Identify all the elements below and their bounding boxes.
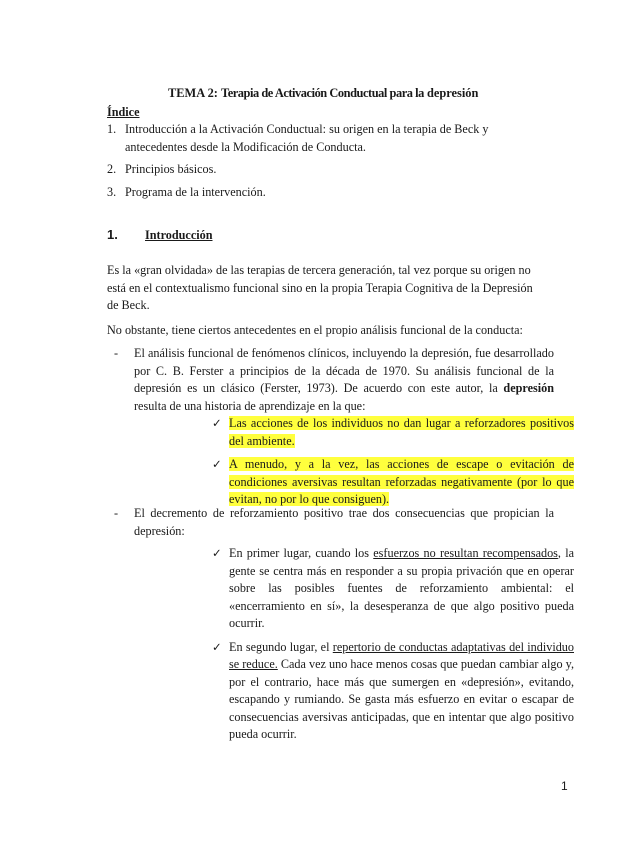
toc-text: Programa de la intervención. [125, 184, 266, 199]
check-text-end: Cada vez uno hace menos cosas que puedan cambiar algo y, por el contrario, hace más que sumergen en «depresión», evitando, escapando y rumiando. Se gasta más esfuerzo en evitar o escapar de consecuencias aversivas anticipadas, que en intentar que algo positivo pueda ocurrir. [229, 657, 574, 741]
toc-text: Principios básicos. [125, 162, 217, 176]
bullet-text: El decremento de reforzamiento positivo trae dos consecuencias que propician la depresión: [134, 506, 554, 538]
title-suffix: depresión [423, 86, 479, 100]
bullet-text-end: resulta de una historia de aprendizaje en la que: [134, 398, 366, 413]
checkmark-icon: ✓ [212, 546, 222, 560]
bullet-dash: - [114, 346, 119, 360]
highlighted-text: A menudo, y a la vez, las acciones de escape o evitación de condiciones aversivas resultan reforzadas negativamente (por lo que evitan, no por lo que consiguen). [229, 457, 574, 506]
toc-number: 1. [107, 122, 117, 136]
table-of-contents [107, 121, 527, 206]
bold-term-depresion: depresión [503, 381, 554, 395]
toc-item-2 [107, 161, 527, 179]
bullet-dash: - [114, 506, 119, 520]
check-item [212, 456, 574, 509]
section-heading [107, 226, 213, 245]
check-text [229, 545, 574, 633]
checklist-consequences [212, 545, 574, 744]
bullet-item-1 [114, 345, 554, 415]
check-text-start: En segundo lugar, el [229, 639, 333, 654]
title-prefix: TEMA 2: [168, 86, 222, 100]
toc-item-1 [107, 121, 527, 156]
paragraph-intro: Es la «gran olvidada» de las terapias de tercera generación, tal vez porque su origen no está en el contextualismo funcional sino en la propia Terapia Cognitiva de la Depresión de Beck. [107, 263, 533, 312]
bullet-text [134, 345, 554, 415]
section-number: 1. [107, 227, 118, 242]
check-text-end: , la gente se centra más en responder a su propia privación que en operar sobre las posibles fuentes de reforzamiento ambiental: el «encerramiento en sí», la desesperanza de que algo positivo pueda ocurrir. [229, 546, 575, 630]
highlighted-text: Las acciones de los individuos no dan lugar a reforzadores positivos del ambiente. [229, 416, 574, 448]
toc-text: Introducción a la Activación Conductual: su origen en la terapia de Beck y antecedentes desde la Modificación de Conducta. [125, 122, 489, 154]
underlined-phrase: repertorio de conductas adaptativas del individuo se reduce. [229, 639, 574, 671]
index-heading: Índice [107, 105, 140, 119]
section-title: Introducción [145, 228, 213, 242]
underlined-phrase: esfuerzos no resultan recompensados [373, 546, 558, 560]
paragraph-antecedents: No obstante, tiene ciertos antecedentes en el propio análisis funcional de la conducta: [107, 323, 523, 337]
checklist-highlighted [212, 415, 574, 509]
bullet-item-2 [114, 505, 554, 540]
toc-number: 3. [107, 184, 117, 199]
check-item [212, 415, 574, 450]
check-text [229, 456, 574, 509]
check-item [212, 639, 574, 744]
checkmark-icon: ✓ [212, 416, 222, 430]
check-text [229, 639, 574, 744]
toc-number: 2. [107, 162, 117, 176]
title-main: Terapia de Activación Conductual para la [221, 86, 424, 100]
checkmark-icon: ✓ [212, 639, 222, 654]
check-text [229, 415, 574, 450]
checkmark-icon: ✓ [212, 457, 222, 471]
check-item [212, 545, 574, 633]
document-title [168, 85, 478, 103]
bullet-text-start: El análisis funcional de fenómenos clínicos, incluyendo la depresión, fue desarrollado por C. B. Ferster a principios de la década de 1970. Su análisis funcional de la depresión es un clásico (Ferster, 1973). De acuerdo con este autor, la [134, 346, 554, 395]
toc-item-3 [107, 184, 527, 202]
page-number: 1 [561, 779, 568, 793]
check-text-start: En primer lugar, cuando los [229, 546, 374, 560]
